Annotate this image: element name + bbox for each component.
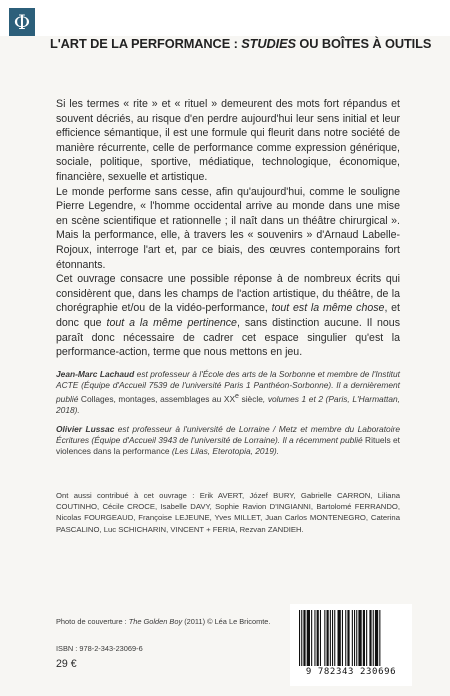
back-cover-summary: [56, 97, 400, 360]
summary-paragraph-1: Si les termes « rite » et « rituel » demeurent des mots fort répandus et souvent décriés, au risque d'en perdre aujourd'hui leur sens initial et leur efficience sémantique, il est une formule qui fleurit dans notre société de manière récurrente, celle de performance comme expression générique, sociale, politique, sportive, médiatique, technologique, économique, financière, sexuelle et artistique.: [56, 98, 400, 183]
publisher-logo: Φ: [9, 8, 35, 36]
barcode-digits: 9 782343 230696: [305, 667, 397, 677]
author-bio-lachaud: Jean-Marc Lachaud est professeur à l'École des arts de la Sorbonne et membre de l'Institut ACTE (Équipe d'Accueil 7539 de l'université Paris 1 Panthéon-Sorbonne). Il a dernièrement publié Collages, montages, assemblages au XXe siècle, volumes 1 et 2 (Paris, L'Harmattan, 2018).: [56, 369, 400, 416]
top-band: [0, 0, 450, 36]
barcode-bars: [299, 610, 403, 666]
author-bio-lussac: Olivier Lussac est professeur à l'université de Lorraine / Metz et membre du Laboratoire Écritures (Équipe d'Accueil 3943 de l'université de Lorraine). Il a récemment publié Rituels et violences dans la performance (Les Lilas, Eterotopia, 2019).: [56, 424, 400, 457]
summary-paragraph-2: Le monde performe sans cesse, afin qu'aujourd'hui, comme le souligne Pierre Legendre, « l'homme occidental arrive au monde dans une mise en scène scientifique et rationnelle ; il naît dans un théâtre chirurgical ». Mais la performance, elle, à travers les « souvenirs » d'Arnaud Labelle-Rojoux, interroge l'art et, par ce biais, des œuvres contemporains fort étonnants.: [56, 185, 400, 271]
barcode: [290, 604, 412, 686]
summary-paragraph-3: Cet ouvrage consacre une possible réponse à de nombreux écrits qui considèrent que, dans les champs de l'action artistique, du théâtre, de la chorégraphie et/ou de la vidéo-performance, tout est la même chose, et donc que tout a la même pertinence, sans distinction aucune. Il nous paraît donc nécessaire de cadrer cet espace singulier qu'est la performance-action, terme que nous mettons en jeu.: [56, 273, 400, 359]
book-title: L'ART DE LA PERFORMANCE : STUDIES OU BOÎTES À OUTILS: [50, 36, 432, 51]
contributors-list: Ont aussi contribué à cet ouvrage : Erik AVERT, Józef BURY, Gabrielle CARRON, Liliana COUTINHO, Cécile CROCE, Isabelle DAVY, Sophie Ravion D'INGIANNI, Bartolomé FERRANDO, Nicolas FOURGEAUD, Françoise LEJEUNE, Yves MILLET, Juan Carlos MONTENEGRO, Caterina PASCALINO, Luc SCHICHARIN, VINCENT + FERIA, Rezvan ZANDIEH.: [56, 491, 400, 534]
isbn: ISBN : 978-2-343-23069-6: [56, 644, 143, 653]
photo-credit: Photo de couverture : The Golden Boy (2011) © Léa Le Bricomte.: [56, 617, 271, 626]
price: 29 €: [56, 658, 77, 670]
